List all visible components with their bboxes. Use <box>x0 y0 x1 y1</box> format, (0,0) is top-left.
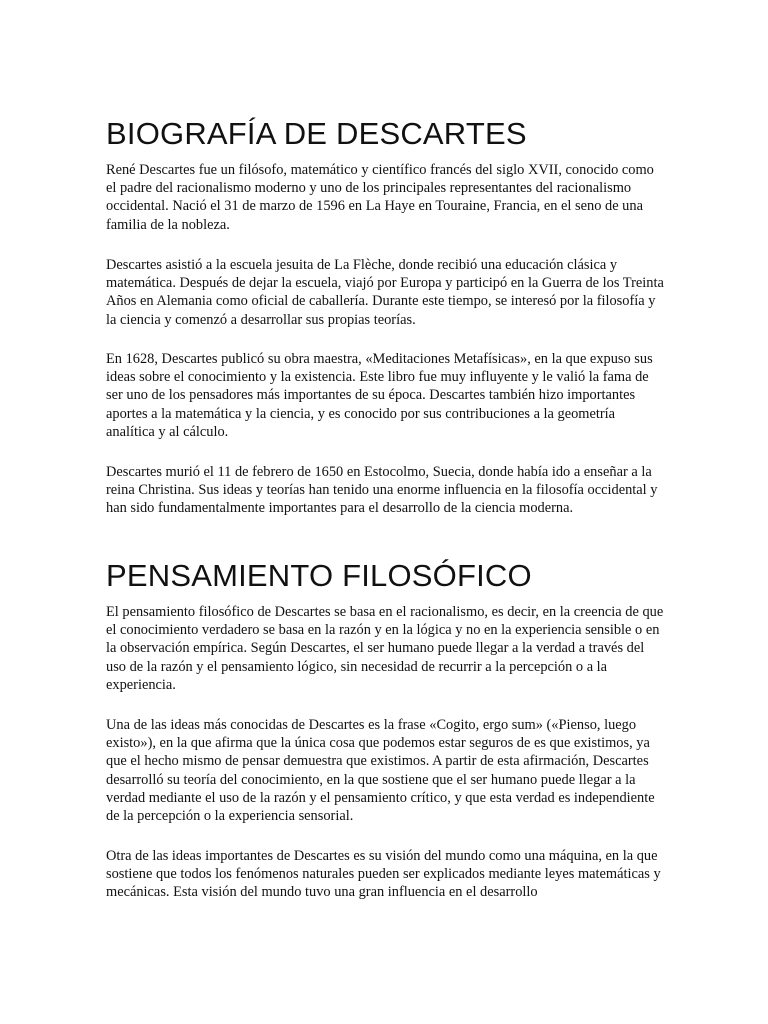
paragraph-education: Descartes asistió a la escuela jesuita de La Flèche, donde recibió una educación clásica y matemática. Después de dejar la escuela, viajó por Europa y participó en la Guerra de los Treinta Años en Alemania como oficial de caballería. Durante este tiempo, se interesó por la filosofía y la ciencia y comenzó a desarrollar sus propias teorías. <box>106 257 664 328</box>
paragraph-maquina: Otra de las ideas importantes de Descartes es su visión del mundo como una máquina, en la que sostiene que todos los fenómenos naturales pueden ser explicados mediante leyes matemáticas y mecánicas. Esta visión del mundo tuvo una gran influencia en el desarrollo <box>106 848 661 901</box>
paragraph-racionalismo: El pensamiento filosófico de Descartes se basa en el racionalismo, es decir, en la creencia de que el conocimiento verdadero se basa en la razón y en la lógica y no en la experiencia sensible o en la observación empírica. Según Descartes, el ser humano puede llegar a la verdad a través del uso de la razón y el pensamiento lógico, sin necesidad de recurrir a la percepción o a la experiencia. <box>106 604 664 693</box>
paragraph-cogito: Una de las ideas más conocidas de Descartes es la frase «Cogito, ergo sum» («Pienso, luego existo»), en la que afirma que la única cosa que podemos estar seguros de es que existimos, ya que el hecho mismo de pensar demuestra que existimos. A partir de esta afirmación, Descartes desarrolló su teoría del conocimiento, en la que sostiene que el ser humano puede llegar a la verdad mediante el uso de la razón y el pensamiento crítico, y que esta verdad es independiente de la percepción o la experiencia sensorial. <box>106 717 655 825</box>
paragraph-birth: René Descartes fue un filósofo, matemático y científico francés del siglo XVII, conocido como el padre del racionalismo moderno y uno de los principales representantes del racionalismo occidental. Nació el 31 de marzo de 1596 en La Haye en Touraine, Francia, en el seno de una familia de la nobleza. <box>106 162 654 233</box>
heading-pensamiento: PENSAMIENTO FILOSÓFICO <box>106 558 532 593</box>
paragraph-meditaciones: En 1628, Descartes publicó su obra maestra, «Meditaciones Metafísicas», en la que expuso sus ideas sobre el conocimiento y la existencia. Este libro fue muy influyente y le valió la fama de ser uno de los pensadores más importantes de su época. Descartes también hizo importantes aportes a la matemática y la ciencia, y es conocido por sus contribuciones a la geometría analítica y al cálculo. <box>106 351 653 440</box>
paragraph-death: Descartes murió el 11 de febrero de 1650 en Estocolmo, Suecia, donde había ido a enseñar a la reina Christina. Sus ideas y teorías han tenido una enorme influencia en la filosofía occidental y han sido fundamentalmente importantes para el desarrollo de la ciencia moderna. <box>106 464 658 517</box>
heading-biografia: BIOGRAFÍA DE DESCARTES <box>106 116 527 151</box>
